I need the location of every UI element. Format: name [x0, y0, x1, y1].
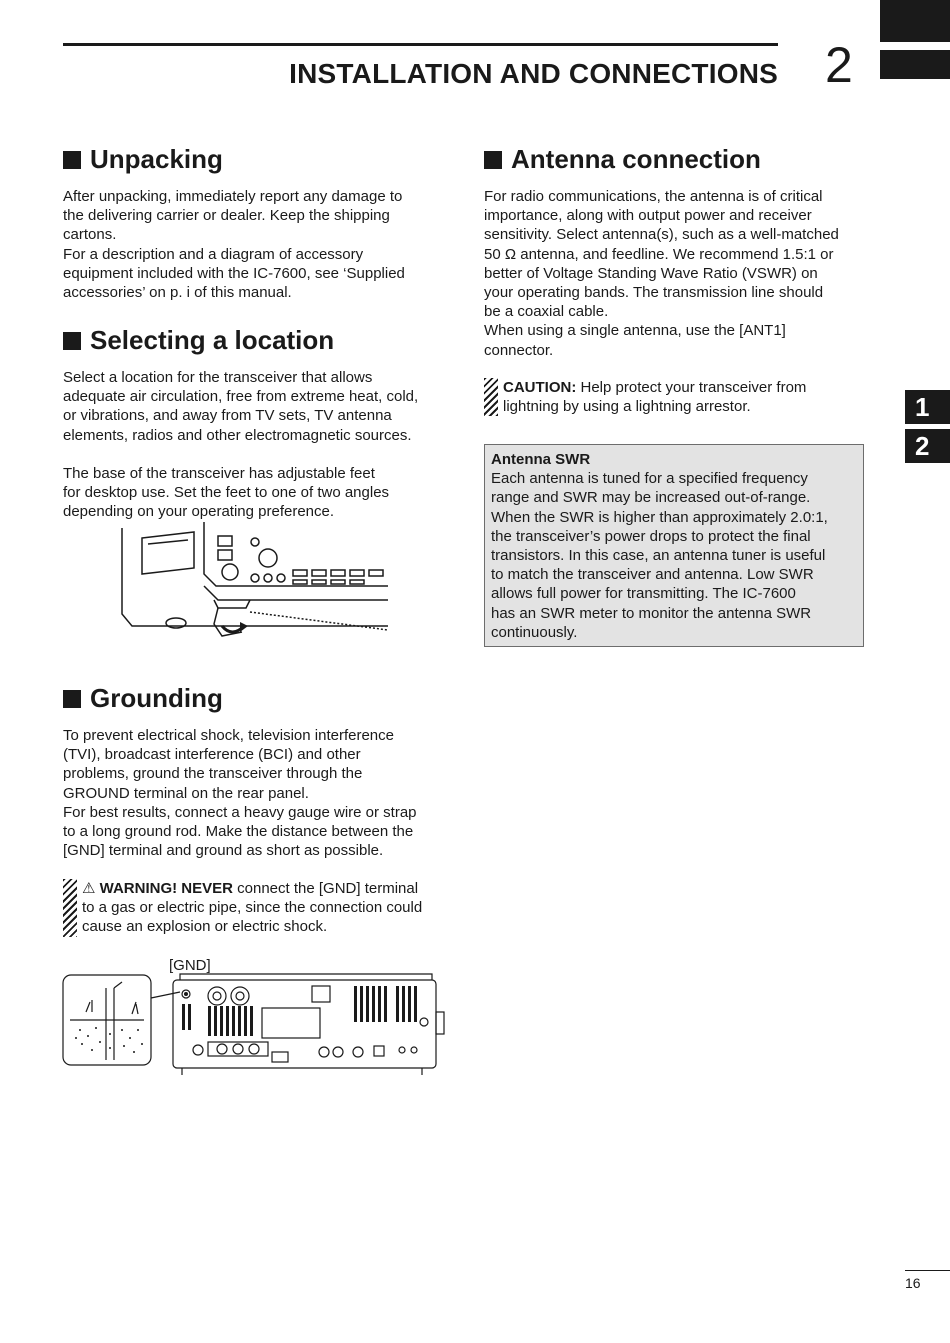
- square-bullet-icon: [63, 690, 81, 708]
- caution-hatch-icon: [63, 879, 77, 937]
- caution-hatch-icon: [484, 378, 498, 416]
- unpacking-heading: Unpacking: [63, 144, 223, 175]
- swr-note-text: Each antenna is tuned for a specified frequency range and SWR may be increased out-of-range. When the SWR is higher than approximately 2.0:1, the transceiver’s power drops to protect the final transistors. In this case, an antenna tuner is useful to match the transceiver and antenna. Low SWR allows full power for transmitting. The IC-7600 has an SWR meter to monitor the antenna SWR continuously.: [491, 470, 828, 641]
- side-tab-chapter-1[interactable]: 1: [905, 390, 950, 424]
- antenna-text: For radio communications, the antenna is of critical importance, along with output power and receiver sensitivity. Select antenna(s), such as a well-matched 50 Ω antenna, and feedline. We recommend 1.5:1 or better of Voltage Standing Wave Ratio (VSWR) on your operating bands. The transmission line should be a coaxial cable. When using a single antenna, use the [ANT1] connector.: [484, 188, 839, 359]
- square-bullet-icon: [63, 151, 81, 169]
- grounding-warning: ⚠ WARNING! NEVER connect the [GND] terminal to a gas or electric pipe, since the connection could cause an explosion or electric shock.: [63, 879, 422, 937]
- warning-triangle-icon: ⚠: [82, 880, 96, 897]
- square-bullet-icon: [63, 332, 81, 350]
- location-text-2: The base of the transceiver has adjustable feet for desktop use. Set the feet to one of two angles depending on your operating preference.: [63, 465, 390, 521]
- footer-rule: [905, 1270, 950, 1271]
- swr-note-title: Antenna SWR: [491, 451, 591, 468]
- antenna-heading: Antenna connection: [484, 144, 761, 175]
- rear-panel-ground-illustration: [62, 972, 447, 1075]
- antenna-caution: CAUTION: Help protect your transceiver from lightning by using a lightning arrestor.: [484, 378, 806, 416]
- location-text-1: Select a location for the transceiver that allows adequate air circulation, free from extreme heat, cold, or vibrations, and away from TV sets, TV antenna elements, radios and other electromagnetic sources.: [63, 369, 419, 444]
- side-tab-chapter-2[interactable]: 2: [905, 429, 950, 463]
- gnd-label: [GND]: [169, 957, 211, 974]
- header-rule: [63, 43, 778, 46]
- chapter-tab-top: [880, 0, 950, 42]
- chapter-number: 2: [825, 37, 853, 93]
- adjustable-feet-illustration: [118, 522, 393, 647]
- antenna-swr-note: [484, 444, 864, 647]
- grounding-heading: Grounding: [63, 683, 223, 714]
- location-heading: Selecting a location: [63, 325, 334, 356]
- page-number: 16: [905, 1275, 921, 1291]
- unpacking-text: After unpacking, immediately report any damage to the delivering carrier or dealer. Keep the shipping cartons. For a description and a diagram of accessory equipment included with the IC-7600, see ‘Supplied accessories’ on p. i of this manual.: [63, 188, 405, 302]
- chapter-tab-bottom: [880, 50, 950, 79]
- grounding-text: To prevent electrical shock, television interference (TVI), broadcast interference (BCI) and other problems, ground the transceiver through the GROUND terminal on the rear panel. For best results, connect a heavy gauge wire or strap to a long ground rod. Make the distance between the [GND] terminal and ground as short as possible.: [63, 727, 417, 860]
- chapter-title: INSTALLATION AND CONNECTIONS: [289, 58, 778, 89]
- square-bullet-icon: [484, 151, 502, 169]
